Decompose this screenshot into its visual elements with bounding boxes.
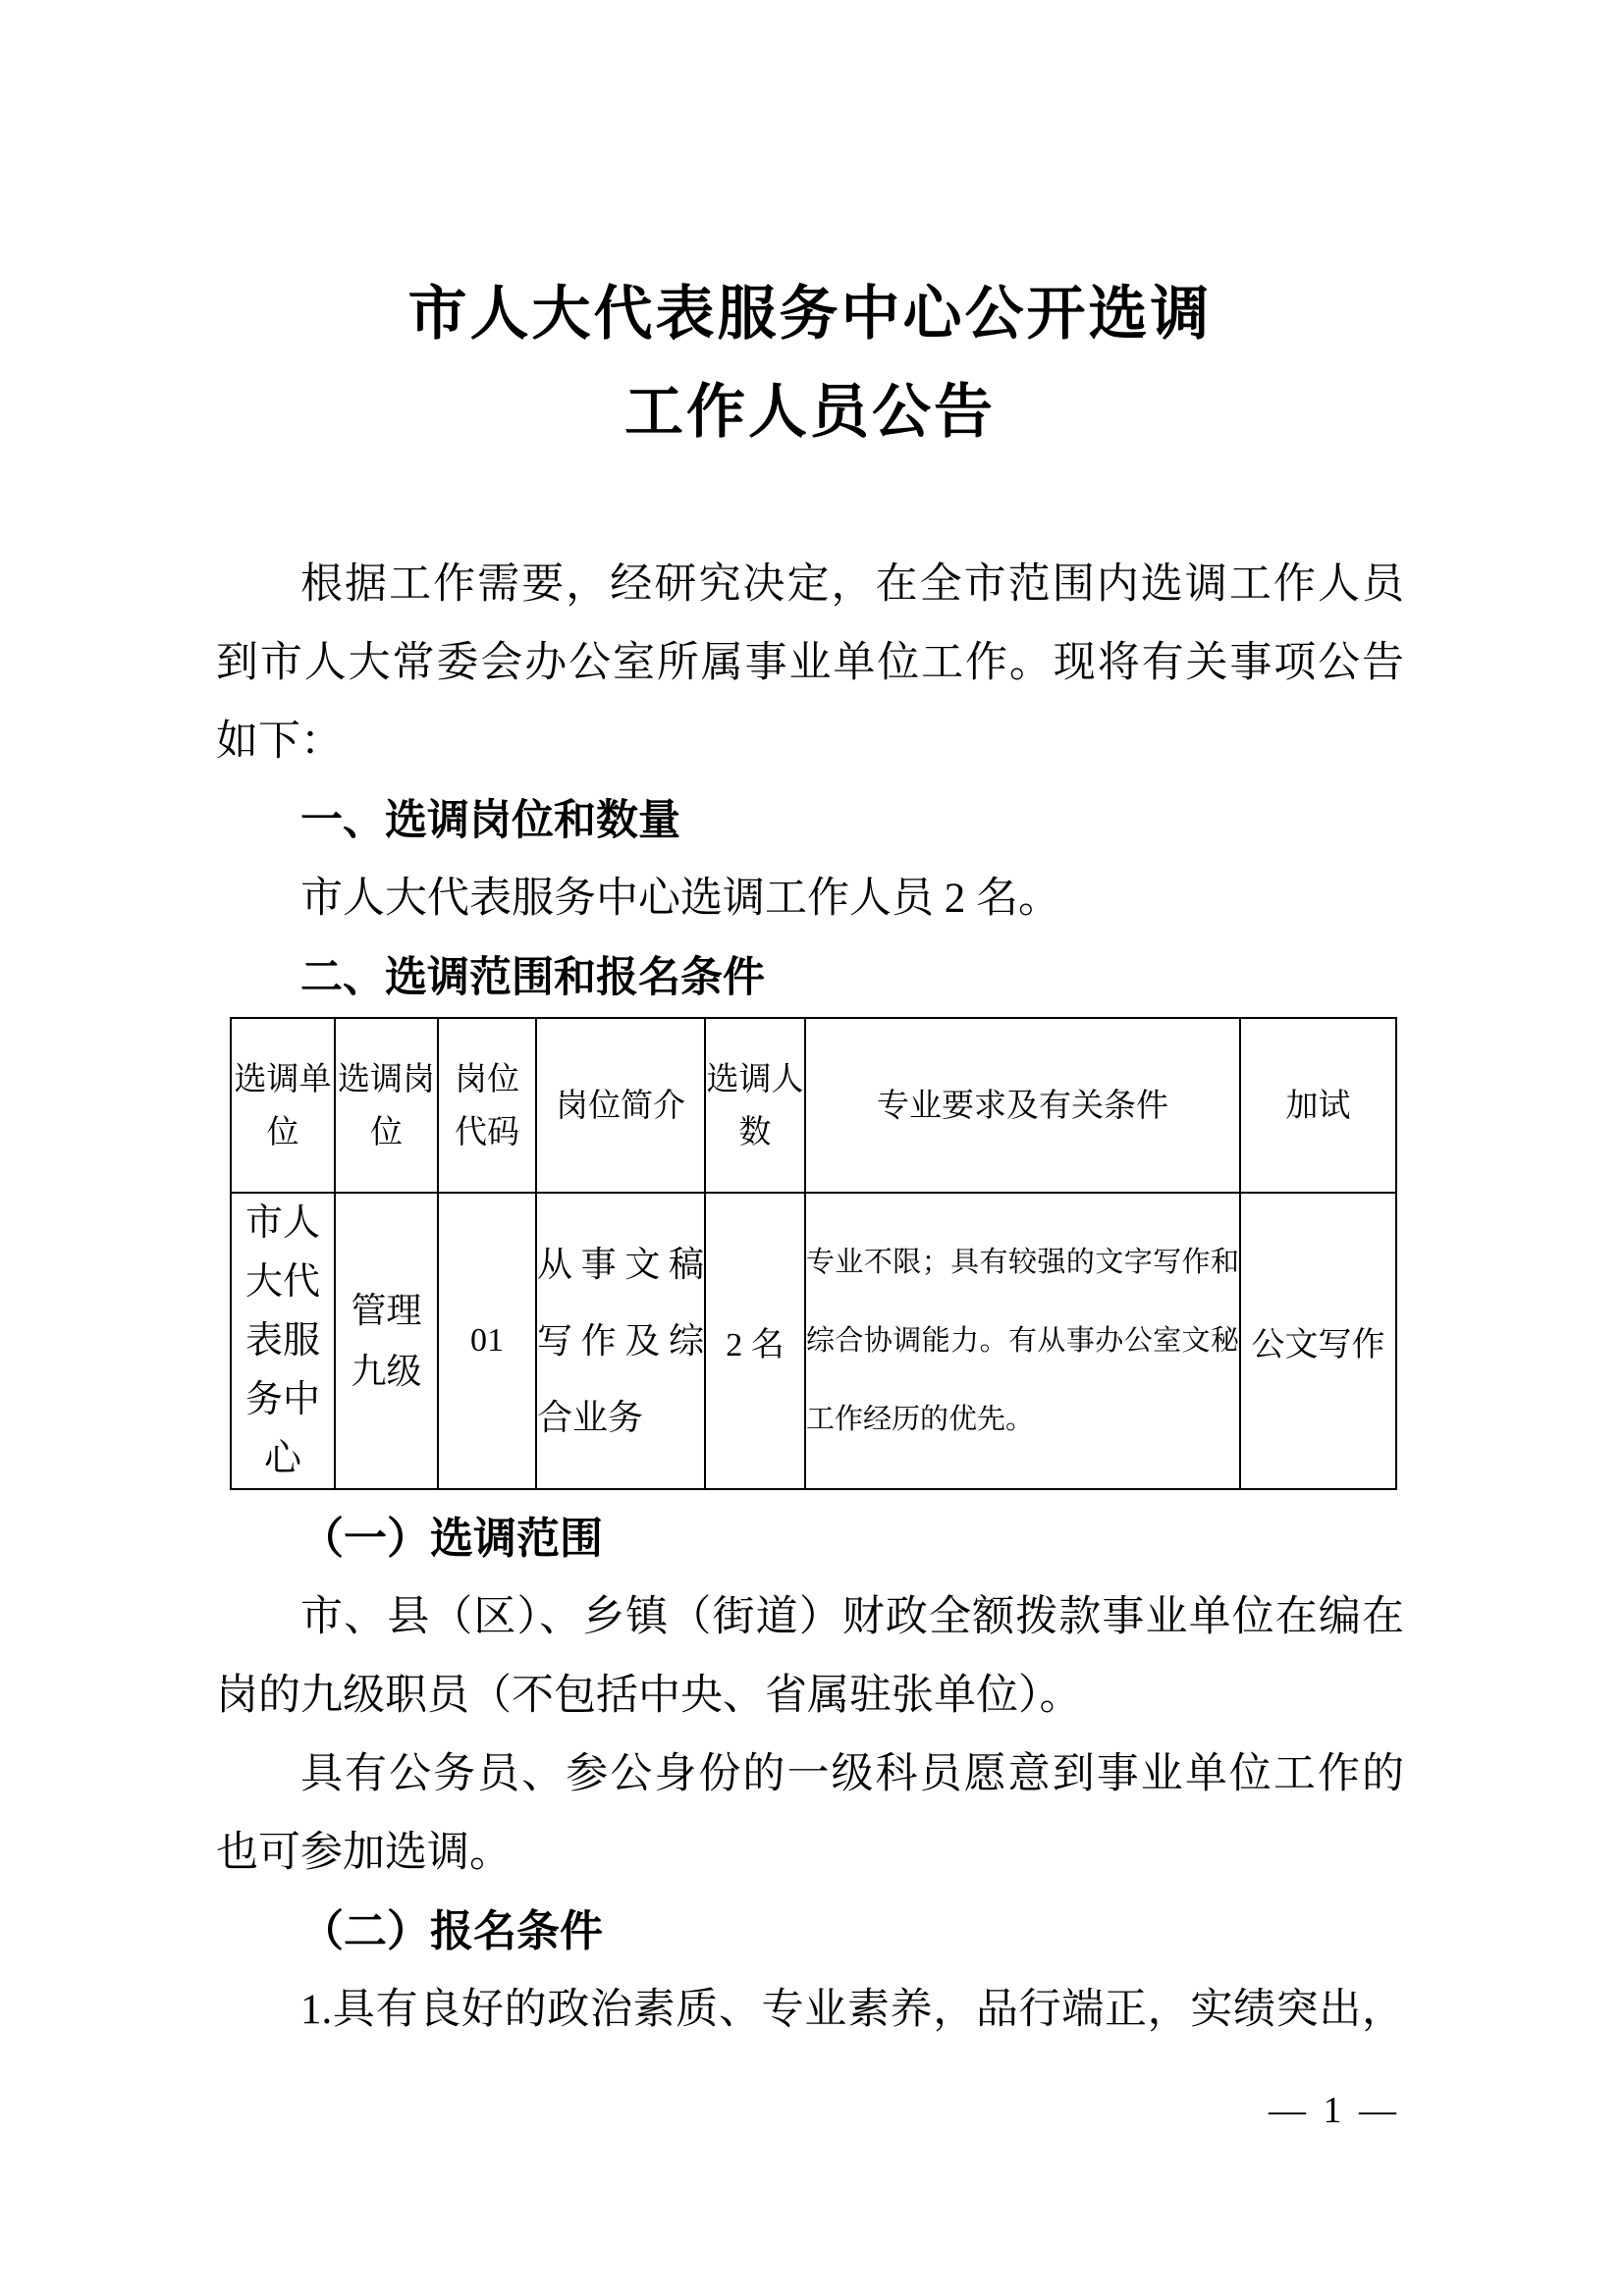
sub-1-heading: （一）选调范围 [300,1515,603,1563]
sub-1-para-1-line-1: 市、县（区）、乡镇（街道）财政全额拨款事业单位在编在 [300,1594,1404,1640]
table-header-row [231,1018,1396,1193]
intro-line-1: 根据工作需要，经研究决定，在全市范围内选调工作人员 [300,561,1404,608]
cell-count: 2 名 [705,1193,805,1489]
title-line-2: 工作人员公告 [624,380,996,445]
section-2-heading: 二、选调范围和报名条件 [300,954,765,1001]
sub-1-para-1-line-2: 岗的九级职员（不包括中央、省属驻张单位）。 [216,1673,1082,1719]
header-unit: 选调单位 [231,1018,335,1193]
header-code: 岗位代码 [438,1018,536,1193]
sub-2-heading: （二）报名条件 [300,1907,603,1955]
sub-1-para-2-line-1: 具有公务员、参公身份的一级科员愿意到事业单位工作的 [300,1751,1404,1797]
cell-code: 01 [438,1193,536,1489]
header-requirements: 专业要求及有关条件 [805,1018,1240,1193]
table-row [231,1193,1396,1489]
header-count: 选调人数 [705,1018,805,1193]
cell-intro: 从事文稿写作及综合业务 [536,1193,705,1489]
intro-line-2: 到市人大常委会办公室所属事业单位工作。现将有关事项公告 [216,640,1404,686]
sub-2-item-1: 1.具有良好的政治素质、专业素养，品行端正，实绩突出， [300,1987,1404,2033]
section-1-heading: 一、选调岗位和数量 [300,797,680,844]
intro-paragraph [216,546,1404,781]
intro-line-3: 如下： [216,719,343,765]
position-table [230,1017,1397,1490]
section-1-body: 市人大代表服务中心选调工作人员 2 名。 [300,876,1060,922]
header-post: 选调岗位 [335,1018,438,1193]
cell-unit: 市人大代表服务中心 [231,1193,335,1489]
cell-requirements: 专业不限；具有较强的文字写作和综合协调能力。有从事办公室文秘工作经历的优先。 [805,1193,1240,1489]
header-extra-test: 加试 [1240,1018,1396,1193]
cell-post: 管理九级 [335,1193,438,1489]
document-content [216,0,1404,2050]
sub-1-para-2-line-2: 也可参加选调。 [216,1830,512,1876]
page-number: — 1 — [1269,2090,1400,2131]
document-title [216,265,1404,461]
header-intro: 岗位简介 [536,1018,705,1193]
cell-extra-test: 公文写作 [1240,1193,1396,1489]
title-line-1: 市人大代表服务中心公开选调 [407,282,1213,347]
